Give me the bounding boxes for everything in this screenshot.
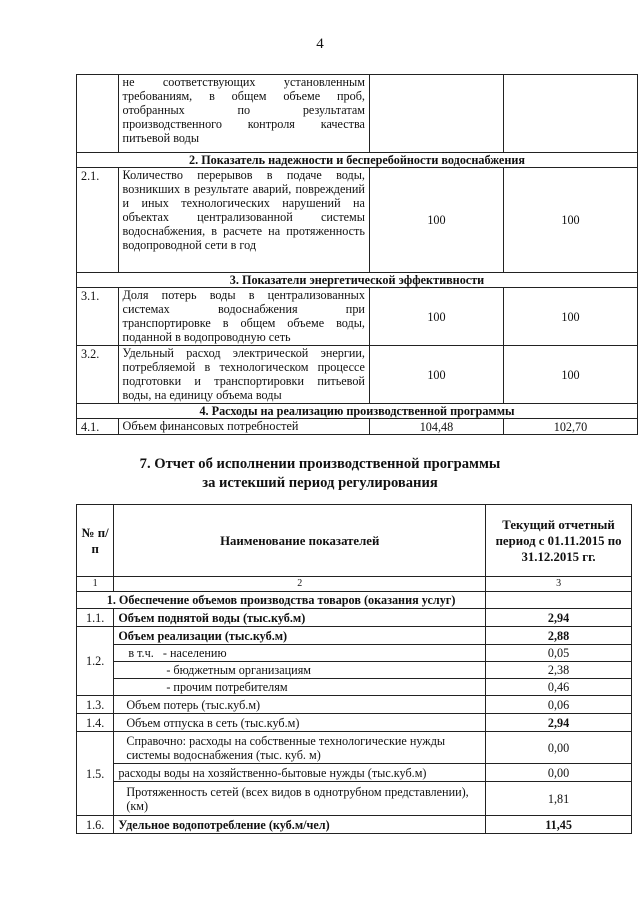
section-header: 4. Расходы на реализацию производственной программы — [77, 404, 638, 419]
table-row: 1.6. Удельное водопотребление (куб.м/чел) 11,45 — [77, 816, 632, 834]
table-row: в т.ч. - населению 0,05 — [77, 645, 632, 662]
report-table — [76, 504, 632, 834]
table-row — [77, 75, 638, 153]
table-row: 1.4. Объем отпуска в сеть (тыс.куб.м) 2,94 — [77, 714, 632, 732]
table-row: 1.2. Объем реализации (тыс.куб.м) 2,88 — [77, 627, 632, 645]
header-row: № п/п Наименование показателей Текущий отчетный период с 01.11.2015 по 31.12.2015 гг. — [77, 505, 632, 577]
section-header: 1. Обеспечение объемов производства товаров (оказания услуг) — [77, 592, 632, 609]
table-row: 3.1. Доля потерь воды в централизованных системах водоснабжения при транспортировке в общем объеме воды, поданной в водопроводную сеть 100 100 — [77, 288, 638, 346]
table-row: 3.2. Удельный расход электрической энергии, потребляемой в технологическом процессе подготовки и транспортировки питьевой воды, на единицу объема воды 100 100 — [77, 346, 638, 404]
page-number: 4 — [316, 36, 324, 52]
table-row: 2.1. Количество перерывов в подаче воды, возникших в результате аварий, повреждений и иных технологических нарушений на объектах централизованной системы водоснабжения, в расчете на протяженность водопроводной сети в год 100 100 — [77, 168, 638, 273]
table-row: 1.5. Справочно: расходы на собственные технологические нужды системы водоснабжения (тыс. куб. м) 0,00 — [77, 732, 632, 764]
section-header: 2. Показатель надежности и бесперебойности водоснабжения — [77, 153, 638, 168]
report-title: 7. Отчет об исполнении производственной программы за истекший период регулирования — [139, 456, 501, 491]
continued-text: не соответствующих установленным требованиям, в общем объеме проб, отобранных по результатам производственного контроля качества питьевой воды — [118, 75, 369, 153]
table-row: расходы воды на хозяйственно-бытовые нужды (тыс.куб.м) 0,00 — [77, 764, 632, 782]
table-row: 1.1. Объем поднятой воды (тыс.куб.м) 2,94 — [77, 609, 632, 627]
column-numbers-row: 1 2 3 — [77, 577, 632, 592]
table-row: - бюджетным организациям 2,38 — [77, 662, 632, 679]
indicators-table — [76, 74, 638, 435]
table-row: - прочим потребителям 0,46 — [77, 679, 632, 696]
table-row: 4.1. Объем финансовых потребностей 104,48 102,70 — [77, 419, 638, 435]
table-row: 1.3. Объем потерь (тыс.куб.м) 0,06 — [77, 696, 632, 714]
section-header: 3. Показатели энергетической эффективности — [77, 273, 638, 288]
table-row: Протяженность сетей (всех видов в однотрубном представлении), (км) 1,81 — [77, 782, 632, 816]
